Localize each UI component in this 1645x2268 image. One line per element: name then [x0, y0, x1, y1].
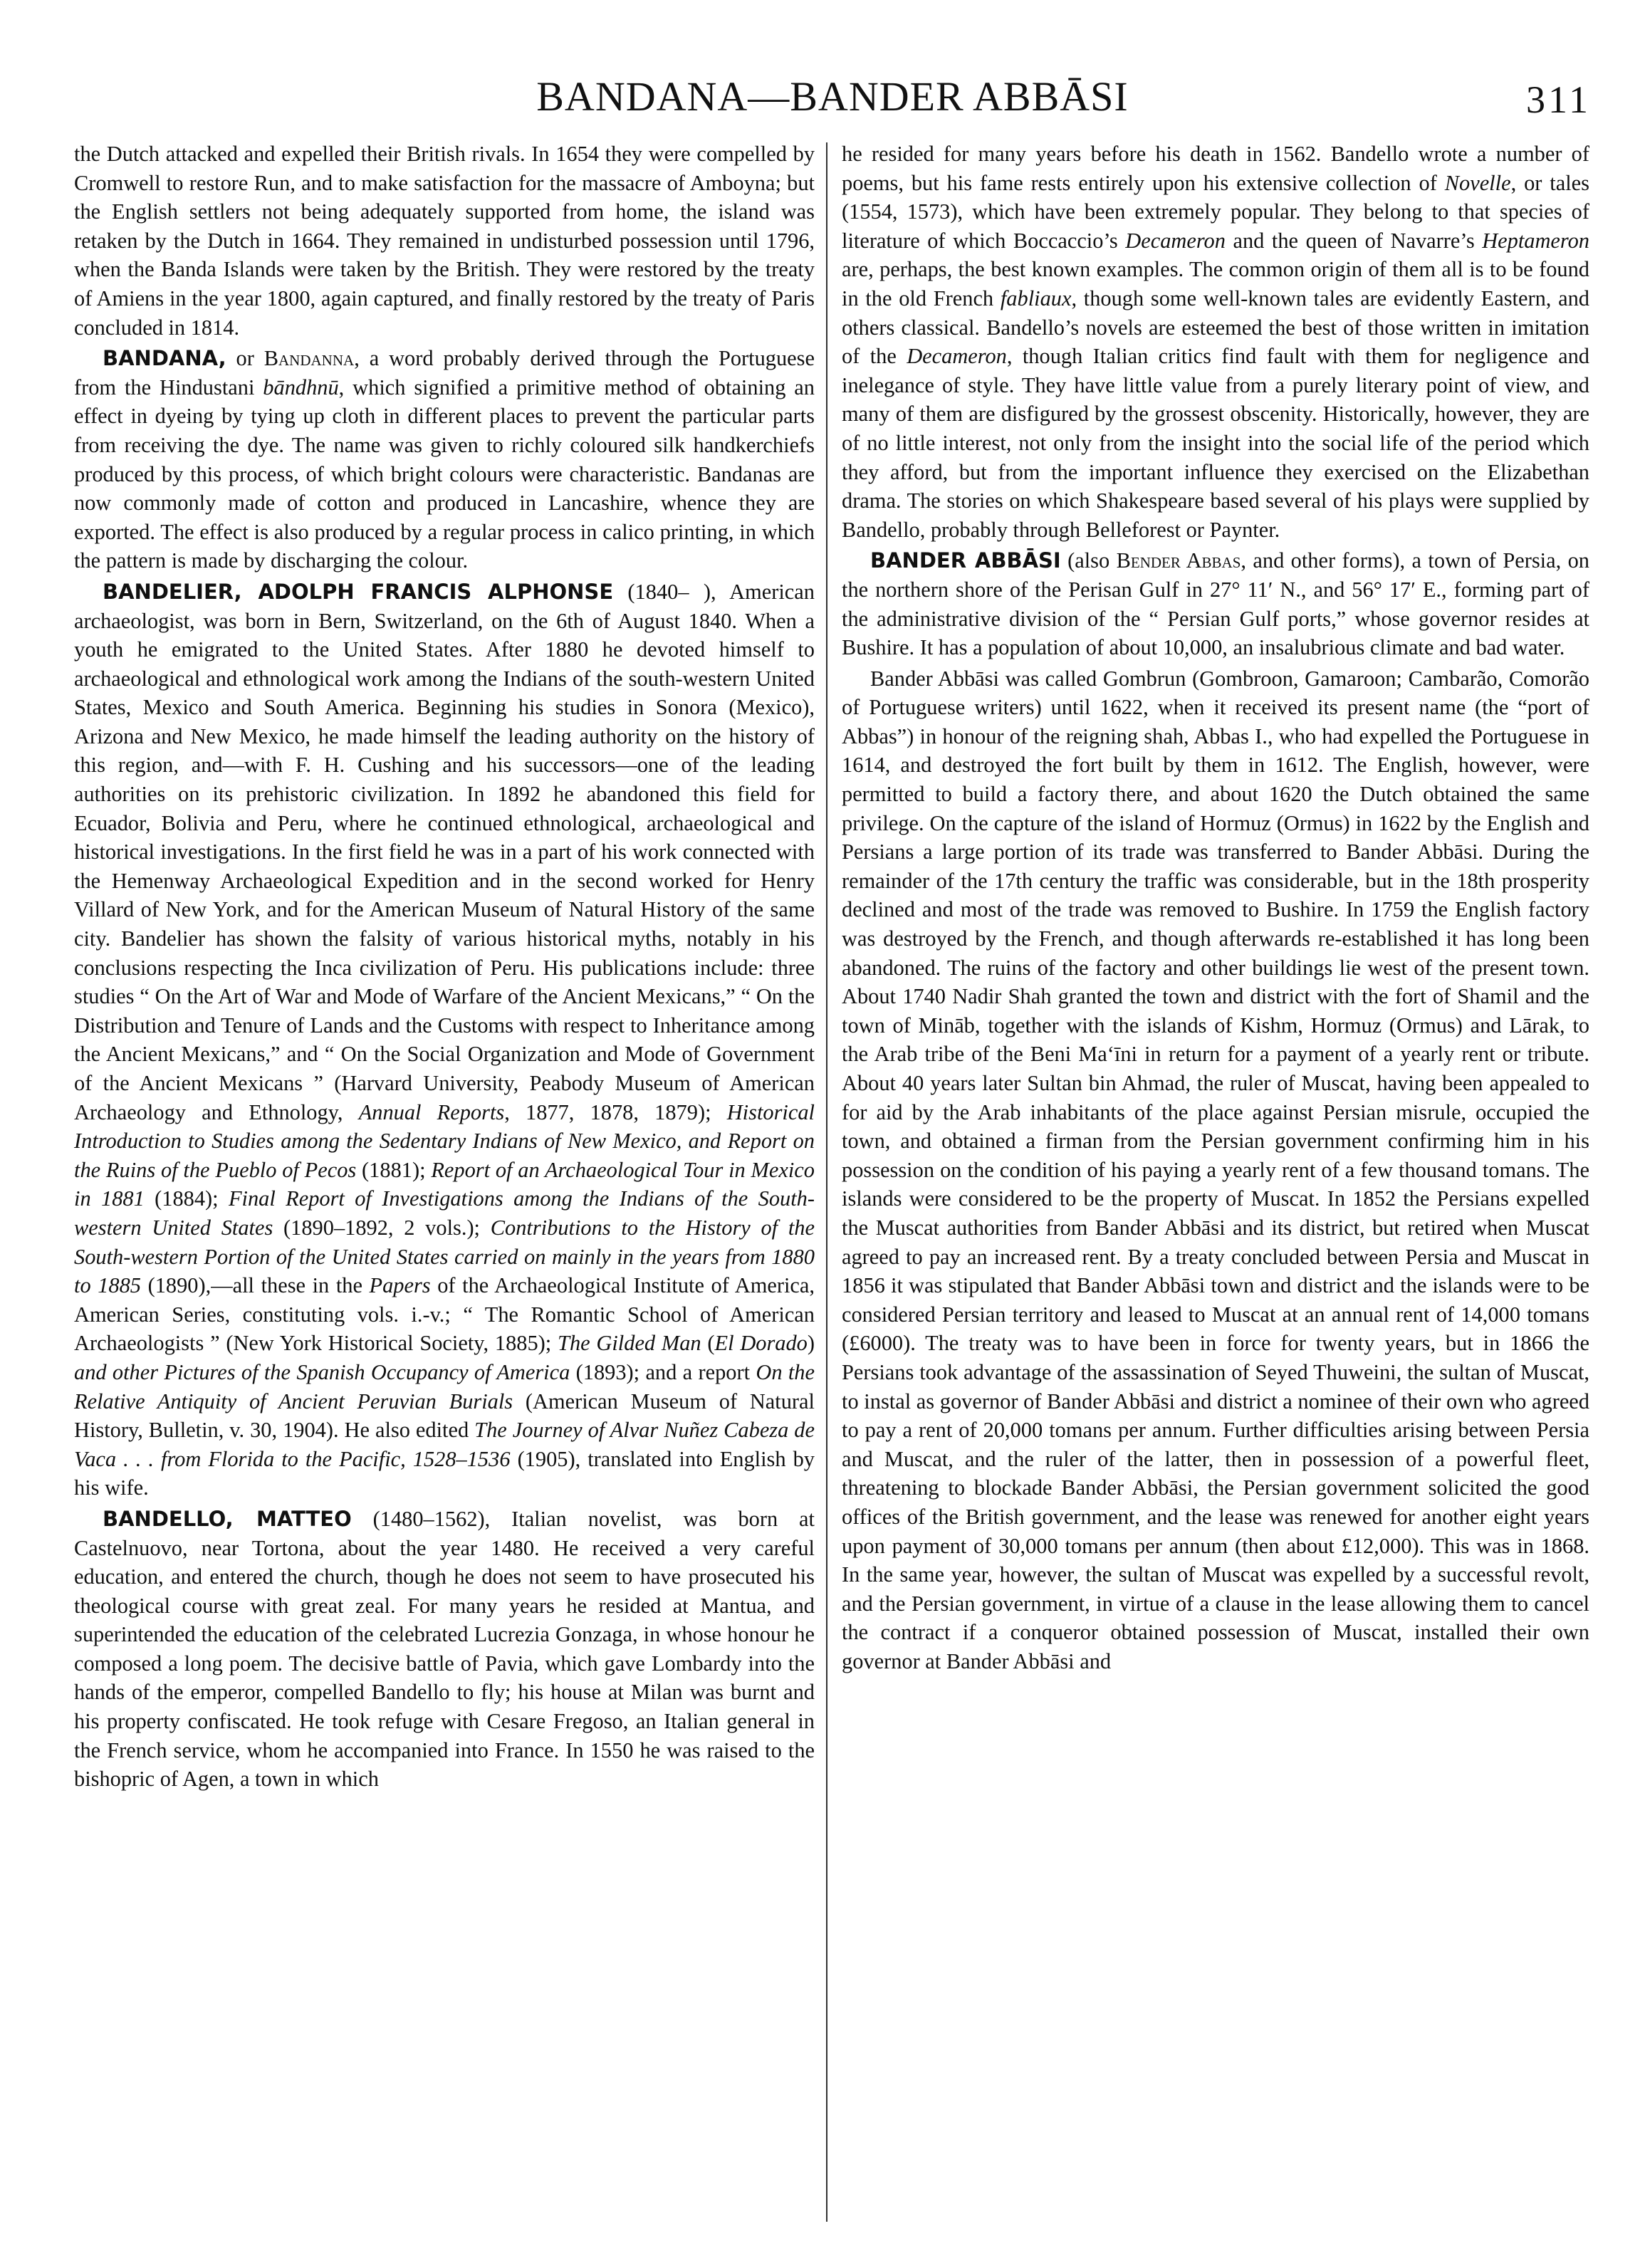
- entry-text: (also: [1060, 548, 1117, 573]
- paragraph-text: Bander Abbāsi was called Gombrun (Gombroon, Gamaroon; Cambarão, Comorão of Portuguese writers) until 1622, when it received its present name (the “port of Abbas”) in honour of the reigning shah, Abbas I., who had expelled the Portuguese in 1614, and destroyed the fort built by them in 1612. The English, however, were permitted to build a factory there, and about 1620 the Dutch obtained the same privilege. On the capture of the island of Hormuz (Ormus) in 1622 by the English and Persians a large portion of its trade was transferred to Bander Abbāsi. During the remainder of the 17th century the traffic was considerable, but in the 18th prosperity declined and most of the trade was removed to Bushire. In 1759 the English factory was destroyed by the French, and though afterwards re-established it has long been abandoned. The ruins of the factory and other buildings lie west of the present town. About 1740 Nadir Shah granted the town and district with the fort of Shamil and the town of Mināb, together with the islands of Kishm, Hormuz (Ormus) and Lārak, to the Arab tribe of the Beni Ma‘īni in return for a payment of a yearly rent or tribute. About 40 years later Sultan bin Ahmad, the ruler of Muscat, having been appealed to for aid by the Arab inhabitants of the place against Persian misrule, occupied the town, and obtained a firman from the Persian government confirming him in his possession on the condition of his paying a yearly rent of a few thousand tomans. The islands were considered to be the property of Muscat. In 1852 the Persians expelled the Muscat authorities from Bander Abbāsi and its district, but retired when Muscat agreed to pay an increased rent. By a treaty concluded between Persia and Muscat in 1856 it was stipulated that Bander Abbāsi town and district and the islands were to be considered Persian territory and leased to Muscat at an annual rent of 14,000 tomans (£6000). The treaty was to have been in force for twenty years, but in 1866 the Persians took advantage of the assassination of Seyed Thuweini, the sultan of Muscat, to instal as governor of Bander Abbāsi and district a nominee of their own who agreed to pay a rent of 20,000 tomans per annum. Further difficulties arising between Persia and Muscat, and the ruler of the latter, then in possession of a powerful fleet, threatening to blockade Bander Abbāsi, the Persian government solicited the good offices of the British government, and the lease was renewed for another eight years upon payment of 30,000 tomans per annum (then about £12,000). This was in 1868. In the same year, however, the sultan of Muscat was expelled by a successful revolt, and the Persian government, in virtue of a clause in the lease allowing them to cancel the contract if a conqueror obtained possession of Muscat, installed their own governor at Bander Abbāsi and: [842, 666, 1589, 1673]
- work-title: Contributions to the History of the South-western Portion of the United States carried on mainly in the years from 1880 to 1885: [74, 1215, 815, 1298]
- running-head: [74, 68, 1591, 125]
- alternate-name: Bender Abbas: [1116, 548, 1241, 573]
- work-title: El Dorado: [714, 1331, 808, 1356]
- entry-text: (American Museum of Natural History, Bulletin, v. 30, 1904). He also edited: [74, 1389, 815, 1443]
- alternate-name: Bandanna: [263, 346, 355, 371]
- entry-text: , 1877, 1878, 1879);: [504, 1099, 727, 1124]
- entry-text: (1893); and a report: [570, 1359, 756, 1384]
- work-title: Final Report of Investigations among the Indians of the South-western United States: [74, 1186, 815, 1240]
- entry-text: (: [701, 1331, 715, 1356]
- entry-text: , a word probably derived through the Portuguese from the Hindustani: [74, 346, 815, 399]
- entry-bandana: [74, 344, 815, 575]
- entry-text: he resided for many years before his death in 1562. Bandello wrote a number of poems, but his fame rests entirely upon his extensive collection of: [842, 142, 1589, 195]
- left-column: [74, 140, 815, 1796]
- entry-text: ): [807, 1331, 815, 1356]
- entry-bandello: [74, 1505, 815, 1794]
- work-title: and other Pictures of the Spanish Occupancy of America: [74, 1359, 570, 1384]
- headword: BANDELIER, ADOLPH FRANCIS ALPHONSE: [103, 579, 614, 604]
- work-title: Historical Introduction to Studies among the Sedentary Indians of New Mexico, and Report on the Ruins of the Pueblo of Pecos: [74, 1099, 815, 1182]
- entry-text: (1884);: [144, 1186, 229, 1211]
- entry-text: (1890–1892, 2 vols.);: [273, 1215, 491, 1240]
- headword: BANDANA,: [103, 346, 226, 371]
- entry-text: (1480–1562), Italian novelist, was born at Castelnuovo, near Tortona, about the year 1480. He received a very careful education, and entered the church, though he does not seem to have prosecuted his theological course with great zeal. For many years he resided at Mantua, and superintended the education of the celebrated Lucrezia Gonzaga, in whose honour he composed a long poem. The decisive battle of Pavia, which gave Lombardy into the hands of the emperor, compelled Bandello to fly; his house at Milan was burnt and his property confiscated. He took refuge with Cesare Fregoso, an Italian general in the French service, whom he accompanied into France. In 1550 he was raised to the bishopric of Agen, a town in which: [74, 1506, 815, 1792]
- entry-text: , though Italian critics find fault with them for negligence and inelegance of style. They have little value from a purely literary point of view, and many of them are disfigured by the grossest obscenity. Historically, however, they are of no little interest, not only from the insight into the social life of the period which they afford, but from the important influence they exercised on the Elizabethan drama. The stories on which Shakespeare based several of his plays were supplied by Bandello, probably through Belleforest or Paynter.: [842, 344, 1589, 542]
- entry-text: are, perhaps, the best known examples. The common origin of them all is to be found in the old French: [842, 257, 1589, 310]
- bander-abbasi-history-paragraph: [842, 664, 1589, 1676]
- italic-term: bāndhnū: [263, 375, 339, 399]
- work-title: Annual Reports: [358, 1099, 505, 1124]
- entry-text: , or tales (1554, 1573), which have been extremely popular. They belong to that species of literature of which Boccaccio’s: [842, 170, 1589, 253]
- entry-bandelier: [74, 578, 815, 1503]
- work-title: Heptameron: [1482, 228, 1589, 253]
- banda-continuation-paragraph: [74, 140, 815, 342]
- entry-text: (1840– ), American archaeologist, was born in Bern, Switzerland, on the 6th of August 1840. When a youth he emigrated to the United States. After 1880 he devoted himself to archaeological and ethnological work among the Indians of the south-western United States, Mexico and South America. Beginning his studies in Sonora (Mexico), Arizona and New Mexico, he made himself the leading authority on the history of this region, and—with F. H. Cushing and his successors—one of the leading authorities on its prehistoric civilization. In 1892 he abandoned this field for Ecuador, Bolivia and Peru, where he continued ethnological, archaeological and historical investigations. In the first field he was in a part of his work connected with the Hemenway Archaeological Expedition and in the second worked for Henry Villard of New York, and for the American Museum of Natural History of the same city. Bandelier has shown the falsity of various historical myths, notably in his conclusions respecting the Inca civilization of Peru. His publications include: three studies “ On the Art of War and Mode of Warfare of the Ancient Mexicans,” “ On the Distribution and Tenure of Lands and the Customs with respect to Inheritance among the Ancient Mexicans,” and “ On the Social Organization and Mode of Government of the Ancient Mexicans ” (Harvard University, Peabody Museum of American Archaeology and Ethnology,: [74, 579, 815, 1124]
- work-title: Decameron: [1125, 228, 1226, 253]
- bandello-continuation-paragraph: [842, 140, 1589, 544]
- work-title: The Gilded Man: [558, 1331, 701, 1356]
- entry-text: , though some well-known tales are evidently Eastern, and others classical. Bandello’s novels are esteemed the best of those written in imitation of the: [842, 286, 1589, 369]
- entry-text: (1881);: [356, 1157, 432, 1182]
- work-title: Papers: [369, 1273, 431, 1298]
- right-column: [842, 140, 1589, 1678]
- work-title: The Journey of Alvar Nuñez Cabeza de Vaca . . . from Florida to the Pacific, 1528–1536: [74, 1418, 815, 1471]
- entry-text: (1890),—all these in the: [141, 1273, 370, 1298]
- headword: BANDELLO, MATTEO: [103, 1506, 352, 1531]
- italic-term: fabliaux: [1000, 286, 1072, 310]
- page-title: BANDANA—BANDER ABBĀSI: [536, 73, 1129, 120]
- headword: BANDER ABBĀSI: [870, 548, 1061, 573]
- work-title: Report of an Archaeological Tour in Mexico in 1881: [74, 1157, 815, 1211]
- entry-text: of the Archaeological Institute of America, American Series, constituting vols. i.-v.; “ The Romantic School of American Archaeologists ” (New York Historical Society, 1885);: [74, 1273, 815, 1356]
- entry-text: or: [226, 346, 264, 371]
- paragraph-text: the Dutch attacked and expelled their British rivals. In 1654 they were compelled by Cromwell to restore Run, and to make satisfaction for the massacre of Amboyna; but the English settlers not being adequately supported from home, the island was retaken by the Dutch in 1664. They remained in undisturbed possession until 1796, when the Banda Islands were taken by the British. They were restored by the treaty of Amiens in the year 1800, again captured, and finally restored by the treaty of Paris concluded in 1814.: [74, 142, 815, 340]
- entry-text: and the queen of Navarre’s: [1225, 228, 1483, 253]
- work-title: On the Relative Antiquity of Ancient Peruvian Burials: [74, 1359, 815, 1413]
- entry-text: , which signified a primitive method of obtaining an effect in dyeing by tying up cloth in different places to prevent the particular parts from receiving the dye. The name was given to richly coloured silk handkerchiefs produced by this process, of which bright colours were characteristic. Bandanas are now commonly made of cotton and produced in Lancashire, whence they are exported. The effect is also produced by a regular process in calico printing, in which the pattern is made by discharging the colour.: [74, 375, 815, 573]
- entry-text: (1905), translated into English by his wife.: [74, 1446, 815, 1500]
- entry-bander-abbasi: [842, 546, 1589, 662]
- work-title: Novelle: [1444, 170, 1511, 195]
- entry-text: , and other forms), a town of Persia, on the northern shore of the Perisan Gulf in 27° 11′ N., and 56° 17′ E., forming part of the administrative division of the “ Persian Gulf ports,” whose governor resides at Bushire. It has a population of about 10,000, an insalubrious climate and bad water.: [842, 548, 1589, 660]
- column-divider: [826, 142, 827, 2222]
- work-title: Decameron: [907, 344, 1007, 369]
- page-number: 311: [1526, 78, 1591, 121]
